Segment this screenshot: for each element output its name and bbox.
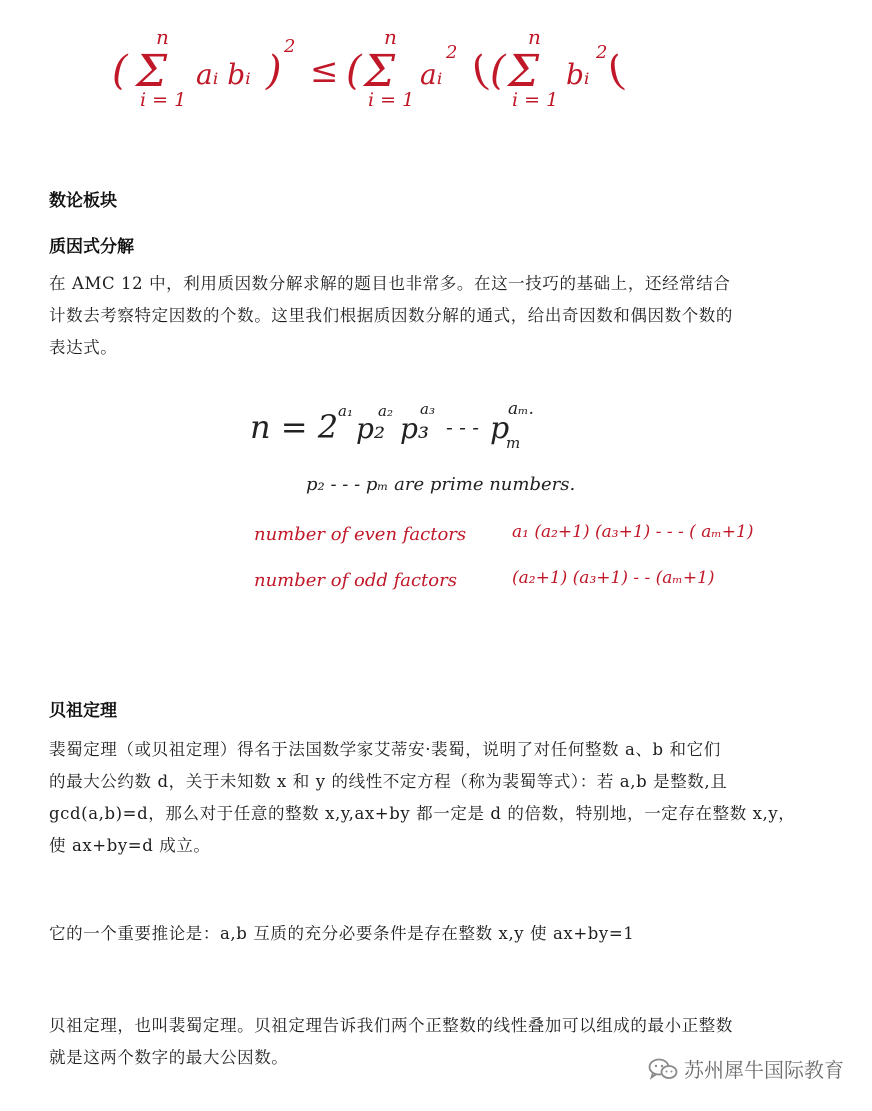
formula-term-a: aᵢ xyxy=(420,58,443,91)
even-factors-expression: a₁ (a₂+1) (a₃+1) - - - ( aₘ+1) xyxy=(512,522,754,542)
wechat-icon xyxy=(648,1057,678,1081)
factorization-pm-sub: m xyxy=(506,434,521,452)
bezout-summary-line-1: 贝祖定理，也叫裴蜀定理。贝祖定理告诉我们两个正整数的线性叠加可以组成的最小正整数 xyxy=(49,1016,733,1035)
formula-sum-3-lower: i = 1 xyxy=(512,89,559,111)
formula-sum-1-upper: n xyxy=(156,25,169,49)
formula-sum-2: Σ xyxy=(364,46,396,97)
formula-sum-2-lower: i = 1 xyxy=(368,89,415,111)
formula-sum-3: Σ xyxy=(508,46,540,97)
odd-factors-expression: (a₂+1) (a₃+1) - - (aₘ+1) xyxy=(512,568,715,588)
factorization-prime-note: p₂ - - - pₘ are prime numbers. xyxy=(306,474,576,495)
bezout-definition-paragraph xyxy=(49,734,809,862)
prime-intro-line-3: 表达式。 xyxy=(49,338,118,357)
factorization-exp-a2: a₂ xyxy=(378,402,393,420)
formula-sum-2-upper: n xyxy=(384,25,397,49)
formula-close-paren-1: ) xyxy=(266,48,282,94)
formula-leq: ≤ xyxy=(310,51,339,91)
formula-square-2: 2 xyxy=(446,42,458,63)
factorization-p3: p₃ xyxy=(400,412,430,445)
section-heading-bezout: 贝祖定理 xyxy=(49,701,117,721)
factorization-exp-am: aₘ. xyxy=(508,399,534,419)
formula-square-1: 2 xyxy=(284,36,296,57)
bezout-definition-line-1: 裴蜀定理（或贝祖定理）得名于法国数学家艾蒂安·裴蜀，说明了对任何整数 a、b 和它们 xyxy=(49,740,721,759)
formula-open-paren-2: ( xyxy=(346,48,362,94)
bezout-corollary-line: 它的一个重要推论是：a,b 互质的充分必要条件是存在整数 x,y 使 ax+by=1 xyxy=(49,924,635,943)
factorization-pm: p xyxy=(490,411,510,446)
odd-factors-label: number of odd factors xyxy=(254,570,457,591)
formula-sum-1-lower: i = 1 xyxy=(140,89,187,111)
section-heading-number-theory: 数论板块 xyxy=(49,191,117,211)
factorization-dots: - - - xyxy=(446,415,479,439)
bezout-definition-line-2: 的最大公约数 d，关于未知数 x 和 y 的线性不定方程（称为裴蜀等式）：若 a,b 是整数,且 xyxy=(49,772,728,791)
bezout-summary-line-2: 就是这两个数字的最大公因数。 xyxy=(49,1048,289,1067)
watermark xyxy=(648,1054,844,1083)
bezout-definition-line-3: gcd(a,b)=d，那么对于任意的整数 x,y,ax+by 都一定是 d 的倍数，特别地，一定存在整数 x,y， xyxy=(49,804,796,823)
formula-open-paren-3: ( xyxy=(490,48,506,94)
factorization-exp-a3: a₃ xyxy=(420,400,435,418)
bezout-corollary-paragraph xyxy=(49,918,809,950)
formula-sum-3-upper: n xyxy=(528,25,541,49)
section-heading-prime-factorization: 质因式分解 xyxy=(49,237,134,257)
prime-intro-line-2: 计数去考察特定因数的个数。这里我们根据质因数分解的通式，给出奇因数和偶因数个数的 xyxy=(49,306,733,325)
prime-intro-line-1: 在 AMC 12 中，利用质因数分解求解的题目也非常多。在这一技巧的基础上，还经常结合 xyxy=(49,274,731,293)
bezout-definition-line-4: 使 ax+by=d 成立。 xyxy=(49,836,211,855)
formula-square-3: 2 xyxy=(596,42,608,63)
formula-close-paren-2: ) xyxy=(472,48,488,94)
formula-term-ab: aᵢ bᵢ xyxy=(196,58,251,91)
factorization-p2: p₂ xyxy=(356,412,386,445)
formula-close-paren-3: ) xyxy=(608,48,624,94)
even-factors-label: number of even factors xyxy=(254,524,467,545)
factorization-exp-a1: a₁ xyxy=(338,402,353,420)
watermark-text: 苏州犀牛国际教育 xyxy=(684,1058,844,1082)
formula-term-b: bᵢ xyxy=(566,58,590,91)
formula-open-paren-1: ( xyxy=(112,48,128,94)
formula-sum-1: Σ xyxy=(136,46,168,97)
factorization-equation: n = 2 xyxy=(250,408,339,446)
